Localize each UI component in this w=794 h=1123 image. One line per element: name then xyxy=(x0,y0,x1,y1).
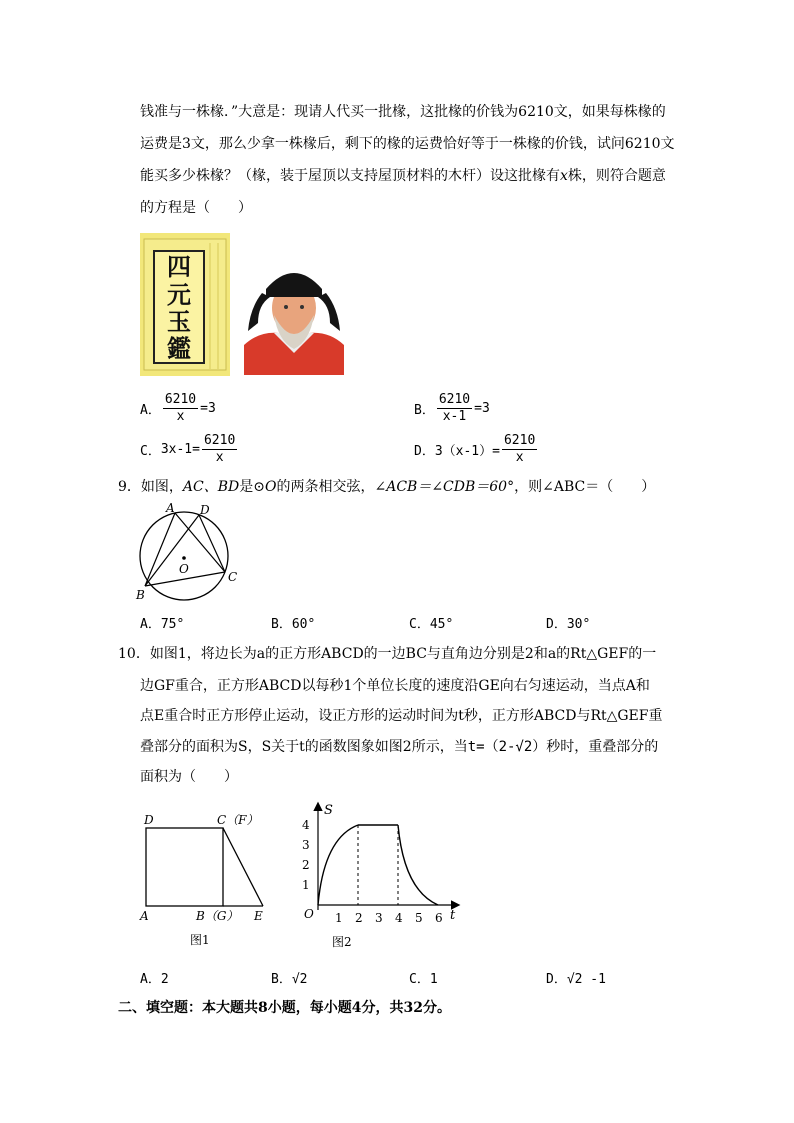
q8-option-c-left: 3x-1= xyxy=(160,442,200,457)
q8-option-c-den: x xyxy=(215,450,224,465)
fig2-xtick-5: 5 xyxy=(415,911,423,925)
q9-stem xyxy=(118,477,655,497)
q8-option-a-num: 6210 xyxy=(164,392,197,407)
q8-option-d-num: 6210 xyxy=(503,433,536,448)
q8-option-a[interactable] xyxy=(140,392,216,425)
q8-line-3-text: 能买多少株椽？（椽，装于屋顶以支持屋顶材料的木杆）设这批椽有 xyxy=(140,168,560,184)
fig2-ytick-2: 2 xyxy=(302,858,310,872)
q8-line-3-end: 株，则符合题意 xyxy=(567,168,666,184)
fig1-label-cf: C（F） xyxy=(217,813,259,827)
q10-figure-1 xyxy=(136,808,276,958)
q10-line-5: 面积为（ ） xyxy=(140,769,238,785)
q8-option-c-label: C． xyxy=(140,444,161,459)
q8-option-d-label: D． xyxy=(414,444,435,459)
q9-option-d[interactable]: D．30° xyxy=(546,617,591,632)
q10-line-3: 点E重合时正方形停止运动，设正方形的运动时间为t秒，正方形ABCD与Rt△GEF重 xyxy=(140,708,663,724)
q8-option-a-den: x xyxy=(176,409,185,424)
book-cover-image xyxy=(140,233,230,376)
q8-option-b-num: 6210 xyxy=(438,392,471,407)
q8-option-d-fraction xyxy=(502,433,537,466)
q10-line-2: 边GF重合，正方形ABCD以每秒1个单位长度的速度沿GE向右匀速运动，当点A和 xyxy=(140,678,650,694)
q10-line-4-text: 叠部分的面积为S，S关于t的函数图象如图2所示，当 xyxy=(140,739,468,755)
fig1-label-e: E xyxy=(254,909,263,923)
q8-line-2: 运费是3文，那么少拿一株椽后，剩下的椽的运费恰好等于一株椽的价钱，试问6210文 xyxy=(140,136,675,152)
q8-option-d-left: 3（x-1）= xyxy=(434,444,500,459)
q9-circle-o: O xyxy=(265,479,277,495)
fig1-label-d: D xyxy=(144,813,154,827)
q8-option-c-num: 6210 xyxy=(203,433,236,448)
fig2-xtick-1: 1 xyxy=(335,911,343,925)
q9-option-c[interactable]: C．45° xyxy=(409,617,454,632)
fig2-xtick-3: 3 xyxy=(375,911,383,925)
q9-option-b[interactable]: B．60° xyxy=(271,617,316,632)
q10-line-1: 10．如图1，将边长为a的正方形ABCD的一边BC与直角边分别是2和a的Rt△GEF的一 xyxy=(118,646,657,662)
q9-angles: ∠ACB＝∠CDB＝60° xyxy=(374,479,515,495)
fig2-origin: O xyxy=(304,907,314,921)
fig2-ytick-1: 1 xyxy=(302,878,310,892)
q9-chords: AC、BD xyxy=(182,479,240,495)
fig2-ytick-3: 3 xyxy=(302,838,310,852)
q10-time-value: t=（2-√2） xyxy=(467,739,547,755)
q10-line-4-end: 秒时，重叠部分的 xyxy=(546,739,659,755)
q10-option-b[interactable]: B．√2 xyxy=(271,972,308,987)
fig1-label-bg: B（G） xyxy=(196,909,239,923)
q9-stem-mid3: 的两条相交弦， xyxy=(276,479,375,495)
q10-line-4 xyxy=(140,737,658,757)
q9-label-d: D xyxy=(200,503,210,517)
q9-circle-figure xyxy=(130,500,245,605)
book-title-char-4: 鑑 xyxy=(167,334,191,363)
fig1-label-a: A xyxy=(140,909,149,923)
fig2-caption: 图2 xyxy=(332,935,352,949)
q9-label-b: B xyxy=(136,588,145,602)
fig2-curve-fall xyxy=(398,825,438,905)
q8-option-a-fraction xyxy=(163,392,198,425)
q8-line-1: 钱准与一株椽．”大意是：现请人代买一批椽，这批椽的价钱为6210文，如果每株椽的 xyxy=(140,104,666,120)
book-title-char-3: 玉 xyxy=(167,307,191,336)
fig1-caption: 图1 xyxy=(190,933,210,947)
q9-stem-suffix: ，则∠ABC＝（ ） xyxy=(514,479,656,495)
fig2-ytick-4: 4 xyxy=(302,818,310,832)
q8-option-a-label: A． xyxy=(140,403,161,418)
q9-label-a: A xyxy=(166,501,175,515)
q8-var-x: x xyxy=(560,168,568,184)
q8-option-a-rest: =3 xyxy=(200,401,216,416)
q9-stem-mid: 是⊙ xyxy=(239,479,265,495)
q8-line-4: 的方程是（ ） xyxy=(140,200,252,216)
q10-option-c[interactable]: C．1 xyxy=(409,972,438,987)
q8-option-d[interactable] xyxy=(414,433,539,466)
q9-label-o: O xyxy=(179,562,189,576)
q10-figure-2 xyxy=(292,798,467,958)
q8-option-c[interactable] xyxy=(140,433,239,466)
q8-line-3 xyxy=(140,166,666,186)
q9-option-a[interactable]: A．75° xyxy=(140,617,185,632)
fig2-xtick-6: 6 xyxy=(435,911,443,925)
q9-stem-prefix: 9．如图， xyxy=(118,479,183,495)
fig2-y-label: S xyxy=(324,803,333,818)
q10-option-a[interactable]: A．2 xyxy=(140,972,169,987)
q8-option-b-fraction xyxy=(437,392,472,425)
fig2-xtick-2: 2 xyxy=(355,911,363,925)
q9-label-c: C xyxy=(228,570,238,584)
q8-option-b-den: x-1 xyxy=(442,409,467,424)
q8-option-c-fraction xyxy=(202,433,237,466)
fig2-x-label: t xyxy=(450,908,456,923)
q8-option-d-den: x xyxy=(515,450,524,465)
q8-option-b-rest: =3 xyxy=(474,401,490,416)
section-2-heading: 二、填空题：本大题共8小题，每小题4分，共32分。 xyxy=(118,1000,451,1016)
q8-option-b-label: B． xyxy=(414,403,435,418)
portrait-image xyxy=(244,253,344,375)
book-title-char-1: 四 xyxy=(167,252,191,281)
q8-option-b[interactable] xyxy=(414,392,490,425)
fig2-xtick-4: 4 xyxy=(395,911,403,925)
q10-option-d[interactable]: D．√2 -1 xyxy=(546,972,606,987)
fig2-curve-rise xyxy=(318,825,358,905)
book-title-char-2: 元 xyxy=(167,280,191,309)
